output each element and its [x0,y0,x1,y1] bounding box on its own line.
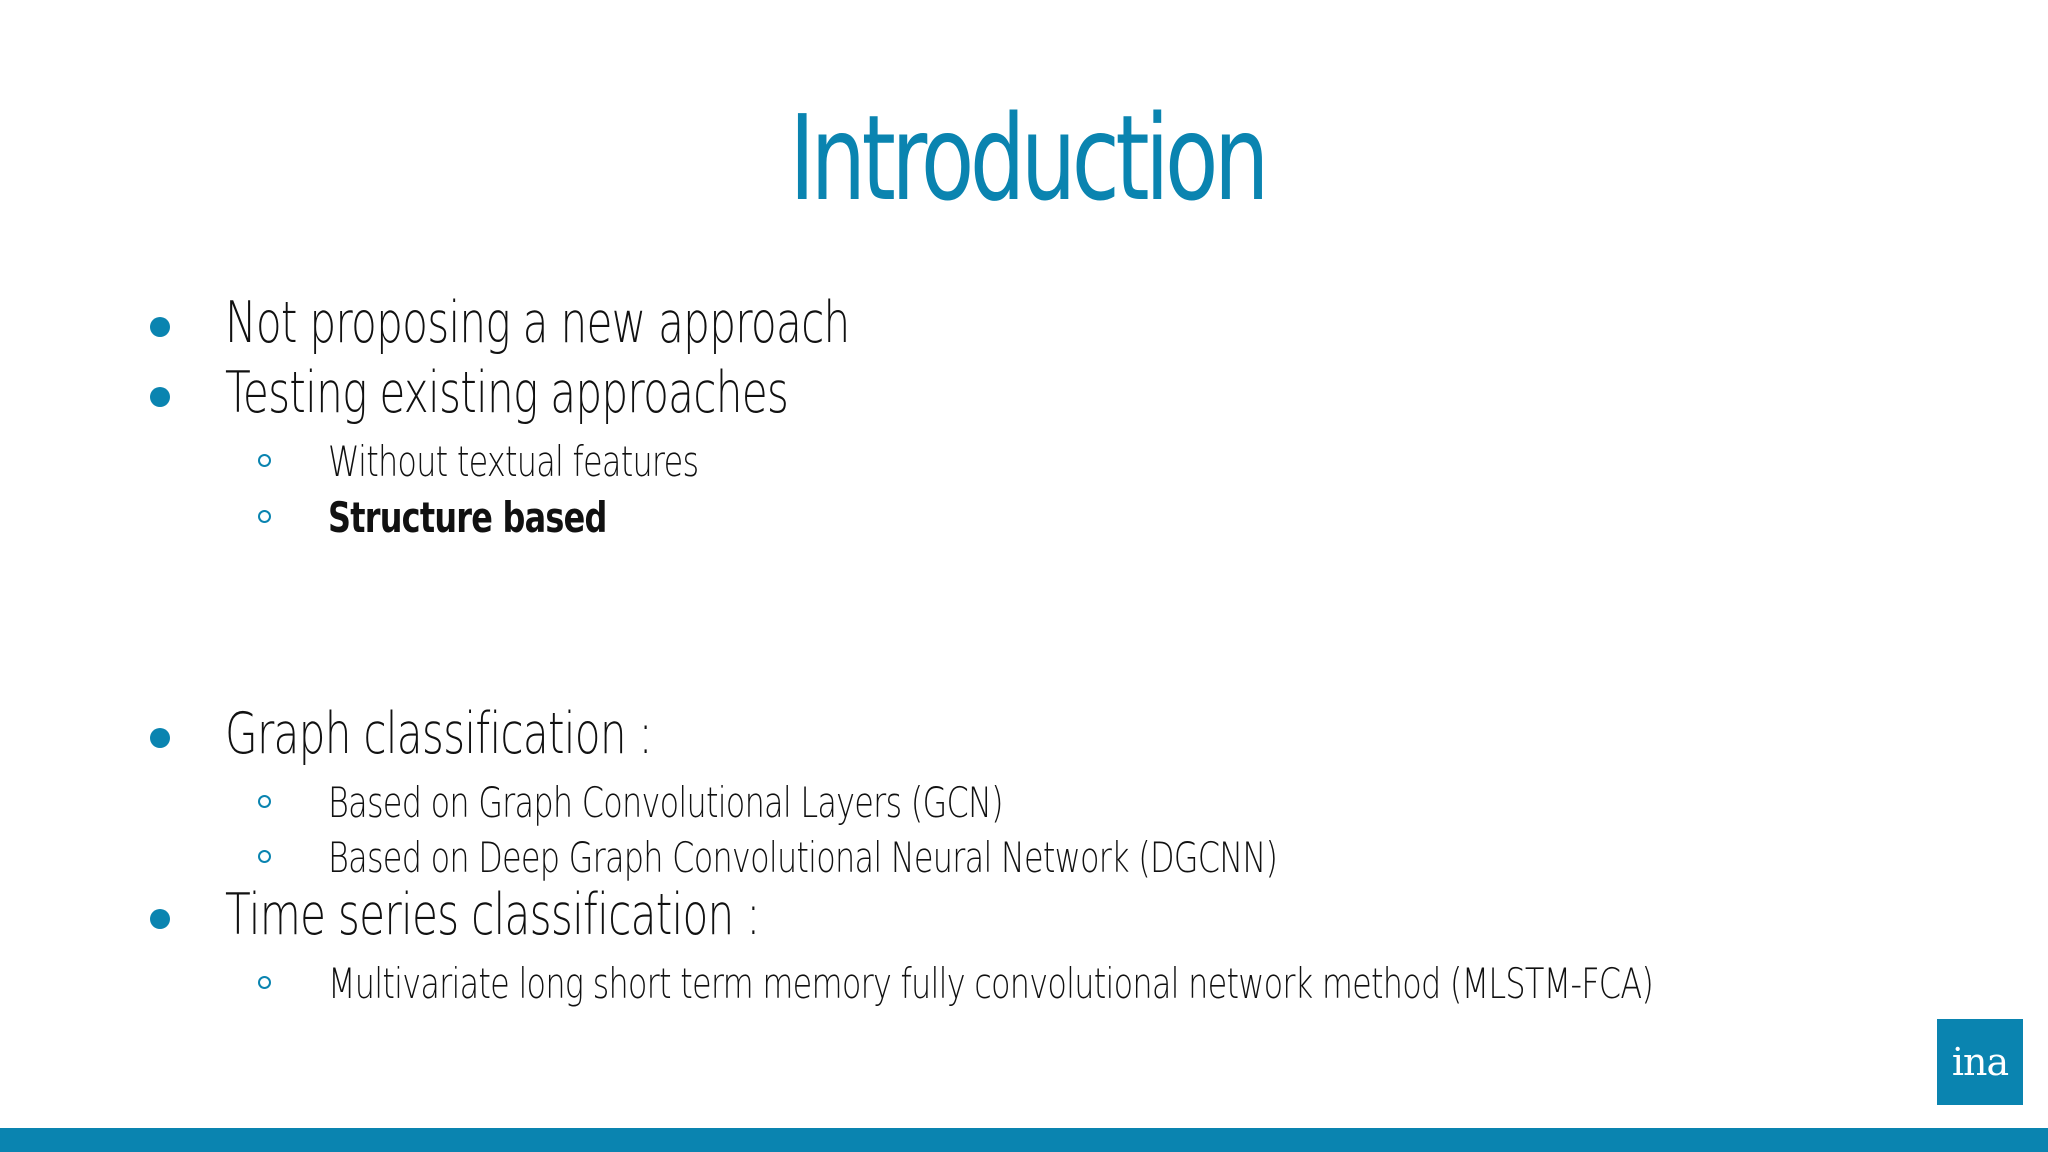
bullet-dot-icon [150,387,170,407]
sub-bullet-text: Multivariate long short term memory fully convolutional network method (MLSTM-FCA) [328,959,1654,1008]
sub-bullet-text: Based on Graph Convolutional Layers (GCN) [328,778,1003,827]
sub-bullet-text-bold: Structure based [328,493,607,542]
sub-bullet-text: Based on Deep Graph Convolutional Neural Network (DGCNN) [328,833,1278,882]
bullet-dot-icon [150,909,170,929]
bullet-item [0,701,2048,771]
sub-bullet-item [0,955,2048,1025]
ina-logo-icon: ina [1937,1019,2023,1105]
bullet-text: Not proposing a new approach [225,290,850,356]
bullet-text: Time series classification : [225,882,760,948]
sub-bullet-circle-icon [258,454,271,467]
sub-bullet-circle-icon [258,976,271,989]
sub-bullet-circle-icon [258,850,271,863]
slide-title: Introduction [789,89,1265,227]
bullet-dot-icon [150,728,170,748]
bullet-item [0,290,2048,360]
sub-bullet-circle-icon [258,510,271,523]
bullet-text: Testing existing approaches [225,360,789,426]
sub-bullet-text: Without textual features [328,437,699,486]
bullet-item [0,360,2048,430]
bullet-dot-icon [150,317,170,337]
bottom-accent-bar [0,1128,2048,1152]
bullet-item [0,882,2048,952]
sub-bullet-circle-icon [258,795,271,808]
sub-bullet-item [0,489,2048,559]
bullet-text: Graph classification : [225,701,652,767]
